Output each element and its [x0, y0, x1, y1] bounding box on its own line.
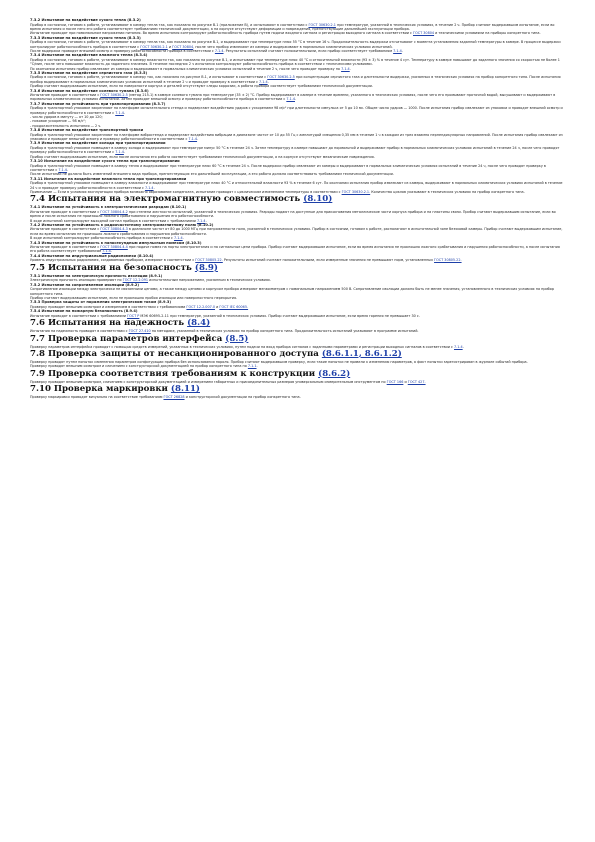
subsection-heading: 7.3.3 Испытание на воздействие сухого тепла (8.3.3) — [30, 35, 141, 40]
paragraph: Прибор в транспортной упаковке помещают в камеру влажности и выдерживают при температуре плюс 40 °С и относительной влажности 93 % в течение 6 сут. По окончании испытания прибор извлекают из камеры, выдерживают в нормальных климатических условиях испытаний в течение 24 ч и проводят проверку работоспособности в соответствии с 7.1.4. — [30, 181, 563, 190]
reference-link[interactable]: 8.3.6 — [136, 88, 147, 93]
subsection-heading: 7.4.2 Испытание на устойчивость к радиочастотному электромагнитному полю (8.10.2) — [30, 222, 214, 227]
reference-link[interactable]: 7.1.4 — [115, 110, 124, 115]
paragraph: Уровень индустриальных радиопомех, создаваемых прибором, измеряют в соответствии с ГОСТ 30805.22. Результаты испытаний считают положительными, если измеренные значения не превышают норм, установленных ГОСТ 30805.22. — [30, 258, 462, 263]
subsection-heading: 7.5.4 Испытание на пожарную безопасность (8.9.4) — [30, 309, 138, 314]
section-heading — [30, 384, 565, 395]
reference-link[interactable]: 7.4.3 — [30, 240, 41, 245]
reference-link[interactable]: ГОСТ Р — [127, 313, 140, 318]
reference-link[interactable]: 7.3.9 — [30, 141, 41, 146]
reference-link[interactable]: ГОСТ 166 — [386, 379, 404, 384]
reference-link[interactable]: 7.5.1 — [30, 273, 41, 278]
reference-link[interactable]: 8.3.2 — [128, 18, 140, 22]
paragraph: Прибор в состоянии, готовом к работе, устанавливают в камеру тепла так, как показано на рисунке В.1 (приложение В), и испытывают в соответствии с ГОСТ 30630.2.1 при температуре, указанной в технических условиях, в течение 2 ч. Прибор считают выдержавшим испытание, если во время испытания и после него его работа соответствует требованиям технической документации, а на корпусе отсутствуют деформации и повреждения, препятствующие дальнейшей эксплуатации прибора. — [30, 22, 555, 31]
paragraph: Испытание проводят в соответствии с ГОСТ 30804.4.2 при степени жесткости испытаний, указанной в технических условиях. Разряды подают на доступные для прикосновения металлические части корпуса прибора и на пластины связи. Прибор считают выдержавшим испытание, если во время и после испытания не произошло ложного срабатывания и нарушения его работоспособности. — [30, 209, 556, 219]
paragraph: Проверку параметров интерфейса проводят с помощью средств измерений, указанных в технических условиях, путем подачи на вход прибора сигналов с заданными параметрами и регистрации выходных сигналов в соответствии с 7.1.4. — [30, 344, 464, 349]
paragraph: Прибор в транспортной упаковке помещают в камеру тепла и выдерживают при температуре плюс 60 °С в течение 24 ч. После выдержки прибор извлекают из камеры и выдерживают в нормальных климатических условиях испытаний в течение 24 ч, после чего проводят проверку в соответствии с 7.1.4. — [30, 163, 546, 172]
section-heading — [30, 369, 565, 380]
paragraph: По окончании испытания прибор извлекают из камеры и выдерживают в нормальных климатических условиях испытаний в течение 2 ч, после чего проводят проверку по 7.1.4. — [30, 66, 351, 71]
reference-link[interactable]: 7.1.4 — [341, 66, 350, 71]
section-heading-ref[interactable]: (8.9) — [194, 262, 218, 273]
section-heading-ref[interactable]: (8.10) — [303, 194, 333, 205]
reference-link[interactable]: 8.3.7 — [153, 101, 164, 106]
reference-link[interactable]: 7.5.4 — [30, 309, 41, 314]
paragraph: Прибор в состоянии, готовом к работе, устанавливают в камеру влажности так, как показано на рисунке В.1, и испытывают при температуре плюс 40 °С и относительной влажности (93 ± 3) % в течение 4 сут. Температуру в камере повышают до заданного значения со скоростью не более 1 °С/мин, после чего повышают влажность до заданного значения. В течение последних 2 ч испытания контролируют работоспособность прибора в соответствии с техническими условиями. — [30, 57, 560, 67]
reference-link[interactable]: ГОСТ 30804.4.2 — [100, 209, 128, 214]
reference-link[interactable]: 8.9.2 — [127, 282, 138, 287]
reference-link[interactable]: ГОСТ 30630.2.1 — [308, 22, 336, 27]
reference-link[interactable]: 7.1.4 — [144, 185, 154, 190]
paragraph: Прибор в транспортной упаковке помещают в камеру холода и выдерживают при температуре минус 50 °С в течение 24 ч. Затем температуру в камере повышают до нормальной и выдерживают прибор в нормальных климатических условиях испытаний в течение 24 ч, после чего проводят проверку работоспособности в соответствии с 7.1.4. — [30, 145, 560, 155]
paragraph: Испытание проводят при номинальном напряжении питания. Во время испытания контролируют работоспособность прибора путем подачи входного сигнала и регистрации выходного сигнала в соответствии с ГОСТ 30804 и техническими условиями на приборы конкретного типа. — [30, 31, 541, 36]
reference-link[interactable]: 8.9.3 — [159, 300, 170, 305]
reference-link[interactable]: 7.1.4 — [188, 137, 198, 142]
subsection-heading: 7.5.2 Испытание на сопротивление изоляции (8.9.2) — [30, 282, 139, 287]
section-heading — [30, 318, 565, 329]
paragraph: Электрическую прочность изоляции проверяют по ГОСТ 12.2.091 испытательным напряжением, указанным в технических условиях. — [30, 278, 271, 283]
reference-link[interactable]: 7.3.3 — [30, 35, 41, 40]
reference-link[interactable]: 8.3.3 — [128, 35, 140, 40]
paragraph: Испытание проводят в соответствии с ГОСТ 30804.4.4 при подаче помех на порты электропитания и на сигнальные цепи прибора. Прибор считают выдержавшим испытание, если во время испытания не произошло ложного срабатывания и нарушения работоспособности, а после испытания его работа соответствует требованиям 7.1.4. — [30, 245, 560, 254]
reference-link[interactable]: 8.10.1 — [171, 205, 185, 210]
section-heading — [30, 263, 565, 274]
paragraph: - продолжительность испытания — 2 ч. — [30, 123, 102, 128]
subsection-heading: 7.4.1 Испытание на устойчивость к электростатическим разрядам (8.10.1) — [30, 205, 187, 210]
reference-link[interactable]: 7.1.4 — [214, 48, 224, 53]
subsection-heading: 7.3.6 Испытание на воздействие солевого тумана (8.3.6) — [30, 88, 149, 93]
paragraph: Прибор считают выдержавшим испытание, если не произошло пробоя изоляции или поверхностного перекрытия. — [30, 295, 238, 300]
reference-link[interactable]: 7.1.4 — [58, 167, 67, 172]
document-body — [30, 18, 565, 399]
reference-link[interactable]: 7.1.4 — [115, 150, 124, 155]
paragraph: Проверку проводят внешним осмотром и измерением в соответствии с требованиями ГОСТ 12.2.007.0 и ГОСТ IEC 60065. — [30, 304, 249, 309]
reference-link[interactable]: ГОСТ 427. — [407, 379, 426, 384]
reference-link[interactable]: ГОСТ 30804.4.3 — [100, 227, 128, 232]
subsection-heading: 7.5.3 Проверка защиты от поражения электрическим током (8.9.3) — [30, 300, 172, 305]
reference-link[interactable]: 7.3.7 — [30, 101, 41, 106]
reference-link[interactable]: 7.4.2 — [30, 222, 41, 227]
reference-link[interactable]: 7.3.8 — [30, 128, 41, 133]
reference-link[interactable]: 7.3.11 — [30, 176, 43, 181]
reference-link[interactable]: ГОСТ 30630.2.1. — [341, 189, 371, 194]
paragraph: Прибор считают выдержавшим испытание, если на поверхности корпуса и деталей отсутствуют следы коррозии, а работа прибора соответствует требованиям технической документации. — [30, 84, 373, 89]
reference-link[interactable]: ГОСТ 30805.22. — [434, 258, 462, 263]
section-heading-title: 7.10 Проверка маркировки — [30, 383, 168, 394]
section-heading-ref[interactable]: (8.6.2) — [318, 368, 351, 379]
reference-link[interactable]: ГОСТ 27.410 — [128, 329, 151, 334]
section-heading-ref[interactable]: (8.11) — [170, 383, 200, 394]
reference-link[interactable]: 8.10.2 — [198, 222, 212, 227]
reference-link[interactable]: 7.1.1 — [247, 364, 257, 369]
paragraph: После испытаний не должно быть изменений внешнего вида прибора, препятствующих его дальнейшей эксплуатации, а его работа должна соответствовать требованиям технической документации. — [30, 172, 394, 177]
section-heading — [30, 194, 565, 205]
subsection-heading: 7.4.4 Испытание на индустриальные радиопомехи (8.10.4) — [30, 253, 154, 258]
paragraph: Прибор в состоянии, готовом к работе, устанавливают в камеру так, как показано на рисунке В.1, и испытывают в соответствии с ГОСТ 30630.2.5 при концентрации сернистого газа и длительности выдержки, указанных в технических условиях на прибор конкретного типа. После испытания прибор выдерживают в нормальных климатических условиях испытаний в течение 2 ч и проводят проверку в соответствии с 7.1.4. — [30, 75, 561, 84]
paragraph: Испытание проводят в соответствии с ГОСТ 30804.4.3 в диапазоне частот от 80 до 1000 МГц при напряженности поля, указанной в технических условиях. Прибор в состоянии, готовом к работе, располагают в испытательной зоне безэховой камеры. Прибор считают выдержавшим испытание, если во время испытания не произошло ложного срабатывания и нарушения работоспособности. — [30, 227, 563, 236]
reference-link[interactable]: 8.9.1 — [150, 273, 161, 278]
reference-link[interactable]: 7.1.4 — [454, 344, 463, 349]
section-heading-title: 7.8 Проверка защиты от несанкционированного доступа — [30, 348, 319, 359]
paragraph: Прибор в транспортной упаковке закрепляют на платформе испытательного стенда и подвергают воздействию ударов с ускорением 98 м/с² при длительности импульса от 5 до 10 мс. Общее число ударов — 1000. После испытания прибор извлекают из упаковки и проводят внешний осмотр и проверку работоспособности в соответствии с 7.1.4. — [30, 106, 563, 115]
paragraph: Прибор в транспортной упаковке закрепляют на платформе вибростенда и подвергают воздействию вибрации в диапазоне частот от 10 до 55 Гц с амплитудой смещения 0,35 мм в течение 1 ч в каждом из трех взаимно перпендикулярных направлений. После испытания прибор извлекают из упаковки и проводят внешний осмотр и проверку работоспособности в соответствии с 7.1.4. — [30, 132, 563, 142]
paragraph: В ходе испытаний контролируют выходной сигнал прибора в соответствии с требованиями 7.1.4. — [30, 218, 207, 223]
reference-link[interactable]: ГОСТ 30805.22. — [195, 258, 223, 263]
reference-link[interactable]: 7.4.4 — [30, 253, 41, 258]
section-heading-title: 7.7 Проверка параметров интерфейса — [30, 333, 223, 344]
paragraph: Испытания на надежность проводят в соответствии с ГОСТ 27.410 по методике, указанной в технических условиях на прибор конкретного типа. Продолжительность испытаний указывают в программе испытаний. — [30, 329, 419, 334]
section-heading-ref[interactable]: (8.6.1.1, 8.6.1.2) — [321, 348, 402, 359]
paragraph: Сопротивление изоляции между электрически не связанными цепями, а также между цепями и корпусом прибора измеряют мегаомметром с номинальным напряжением 500 В. Сопротивление изоляции должно быть не менее значения, установленного в технических условиях на прибор конкретного типа. — [30, 287, 554, 296]
paragraph: - пиковое ускорение — 98 м/с²; — [30, 119, 86, 124]
reference-link[interactable]: ГОСТ 30630.2.5 — [100, 93, 128, 98]
reference-link[interactable]: 8.3.4 — [135, 53, 146, 58]
reference-link[interactable]: ГОСТ 30630.2.1 — [140, 44, 168, 49]
paragraph: Проверку проводят путем попыток изменения параметров конфигурации прибора без использования пароля. Прибор считают выдержавшим проверку, если такие попытки не привели к изменению параметров, а факт попытки зарегистрирован в журнале событий прибора. — [30, 359, 528, 364]
paragraph: После выдержки проводят внешний осмотр и проверку работоспособности прибора в соответствии с 7.1.4. Результаты испытаний считают положительными, если прибор соответствует требованиям 7.1.4. — [30, 48, 403, 53]
paragraph: Прибор в состоянии, готовом к работе, устанавливают в камеру тепла так, как показано на рисунке В.1, и выдерживают при температуре плюс 55 °С в течение 16 ч. Продолжительность выдержки отсчитывают с момента установления заданной температуры в камере. В процессе выдержки контролируют работоспособность прибора в соответствии с ГОСТ 30630.2.1 и ГОСТ 30804, после чего прибор извлекают из камеры и выдерживают в нормальных климатических условиях испытаний. — [30, 40, 561, 49]
subsection-heading: 7.5.1 Испытание на электрическую прочность изоляции (8.9.1) — [30, 273, 163, 278]
reference-link[interactable]: ГОСТ 26828 — [163, 394, 185, 399]
paragraph: Испытание проводят в соответствии с требованиями ГОСТ Р МЭК 60695-2-11 при температуре, указанной в технических условиях. Прибор считают выдержавшим испытание, если время горения не превышает 30 с. — [30, 313, 420, 318]
reference-link[interactable]: 8.9.4 — [125, 309, 136, 314]
reference-link[interactable]: 7.1.4 — [259, 79, 268, 84]
reference-link[interactable]: ГОСТ 30804 — [172, 44, 194, 49]
paragraph: - число ударов в минуту — от 10 до 120; — [30, 115, 103, 120]
reference-link[interactable]: 7.4.1 — [30, 205, 41, 210]
section-heading-title: 7.5 Испытания на безопасность — [30, 262, 192, 273]
reference-link[interactable]: 7.1.4 — [196, 218, 206, 223]
section-heading-ref[interactable]: (8.4) — [187, 318, 211, 329]
reference-link[interactable]: ГОСТ 12.2.091 — [122, 278, 149, 283]
reference-link[interactable]: ГОСТ IEC 60065. — [219, 304, 249, 309]
reference-link[interactable]: 7.3.5 — [30, 70, 41, 75]
reference-link[interactable]: 8.3.5 — [135, 70, 146, 75]
section-heading — [30, 334, 565, 345]
reference-link[interactable]: 8.10.4 — [138, 253, 152, 258]
section-heading-title: 7.6 Испытания на надежность — [30, 318, 185, 329]
paragraph: Проверку маркировки проводят визуально на соответствие требованиям ГОСТ 26828 и конструкторской документации на прибор конкретного типа. — [30, 394, 301, 399]
reference-link[interactable]: ГОСТ 30804 — [413, 31, 435, 36]
reference-link[interactable]: 7.3.2 — [30, 18, 41, 22]
subsection-heading: 7.3.9 Испытание на воздействие холода при транспортировании — [30, 141, 166, 146]
reference-link[interactable]: 7.1.4 — [173, 236, 183, 241]
reference-link[interactable]: 7.1.4 — [102, 249, 111, 254]
subsection-heading: 7.3.2 Испытание на воздействие сухого тепла (8.3.2) — [30, 18, 141, 22]
reference-link[interactable]: 7.5.2 — [30, 282, 41, 287]
subsection-heading: 7.3.7 Испытание на устойчивость при транспортировании (8.3.7) — [30, 101, 166, 106]
reference-link[interactable]: ГОСТ 30630.2.5 — [267, 75, 295, 80]
paragraph: Прибор считают выдержавшим испытание, если после испытания его работа соответствует требованиям технической документации, а на корпусе отсутствуют механические повреждения. — [30, 154, 375, 159]
subsection-heading: 7.4.3 Испытание на устойчивость к наносекундным импульсным помехам (8.10.3) — [30, 240, 202, 245]
reference-link[interactable]: 7.1.4 — [286, 97, 295, 102]
subsection-heading: 7.3.11 Испытание на воздействие влажного тепла при транспортировании — [30, 176, 187, 181]
reference-link[interactable]: ГОСТ 30804.4.4 — [100, 245, 128, 250]
subsection-heading: 7.3.4 Испытание на воздействие влажного тепла (8.3.4) — [30, 53, 148, 58]
reference-link[interactable]: 7.3.6 — [30, 88, 41, 93]
subsection-heading: 7.3.10 Испытание на воздействие сухого тепла при транспортировании — [30, 159, 180, 163]
section-heading — [30, 349, 565, 360]
paragraph: Проверку проводят внешним осмотром, сличением с конструкторской документацией и измерением габаритных и присоединительных размеров универсальным измерительным инструментом по ГОСТ 166 и ГОСТ 427. — [30, 379, 426, 384]
reference-link[interactable]: ГОСТ 12.2.007.0 — [186, 304, 216, 309]
subsection-heading: 7.3.5 Испытание на воздействие сернистого газа (8.3.5) — [30, 70, 148, 75]
reference-link[interactable]: 7.5.3 — [30, 300, 41, 305]
paragraph: Испытание проводят в соответствии с ГОСТ 30630.2.5 (метод 215-1) в камере солевого тумана при температуре (35 ± 2) °С. Прибор выдерживают в камере в течение времени, указанного в технических условиях, после чего его промывают проточной водой, высушивают и выдерживают в нормальных климатических условиях испытаний. Затем проводят внешний осмотр и проверку работоспособности прибора в соответствии с 7.1.4. — [30, 93, 556, 102]
section-heading-title: 7.4 Испытания на электромагнитную совместимость — [30, 194, 301, 205]
reference-link[interactable]: 7.3.10 — [30, 159, 43, 163]
reference-link[interactable]: 8.10.3 — [187, 240, 200, 245]
paragraph: Проверку проводят внешним осмотром и сличением с конструкторской документацией на прибор конкретного типа по 7.1.1. — [30, 364, 258, 369]
paragraph: В ходе испытаний контролируют работоспособность прибора в соответствии с 7.1.4. — [30, 236, 184, 241]
section-heading-title: 7.9 Проверка соответствия требованиям к конструкции — [30, 368, 316, 379]
section-heading-ref[interactable]: (8.5) — [225, 333, 249, 344]
reference-link[interactable]: 7.3.4 — [30, 53, 41, 58]
paragraph: Примечание — Если в условиях эксплуатации прибора возможно образование конденсата, испытание проводят с циклическим изменением температуры в соответствии с ГОСТ 30630.2.1. Количество циклов указывают в технических условиях на прибор конкретного типа. — [30, 189, 525, 194]
reference-link[interactable]: 7.1.4 — [393, 48, 402, 53]
subsection-heading: 7.3.8 Испытание на воздействие транспортной тряски — [30, 128, 144, 133]
